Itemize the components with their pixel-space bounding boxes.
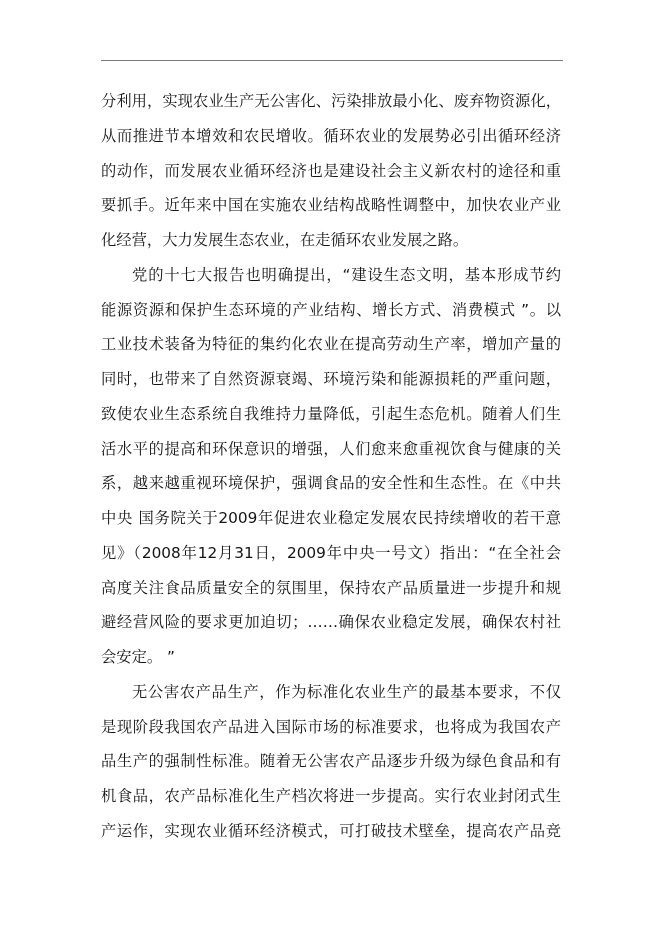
text-line: 从而推进节本增效和农民增收。循环农业的发展势必引出循环经济 [101,126,561,145]
text-line: 工业技术装备为特征的集约化农业在提高劳动生产率，增加产量的 [101,335,561,354]
text-line: 致使农业生态系统自我维持力量降低，引起生态危机。随着人们生 [101,404,561,423]
text-line: 的动作，而发展农业循环经济也是建设社会主义新农村的途径和重 [101,161,561,180]
text-line: 机食品，农产品标准化生产档次将进一步提高。实行农业封闭式生 [101,787,561,805]
text-line: 活水平的提高和环保意识的增强，人们愈来愈重视饮食与健康的关 [101,439,561,458]
text-line: 见》（2008年12月31日，2009年中央一号文）指出：“在全社会 [101,543,561,562]
text-line: 会安定。 ” [101,648,175,666]
text-line: 中央 国务院关于2009年促进农业稳定发展农民持续增收的若干意 [101,509,561,527]
text-line: 避经营风险的要求更加迫切；……确保农业稳定发展，确保农村社 [101,613,561,632]
text-line: 是现阶段我国农产品进入国际市场的标准要求，也将成为我国农产 [101,717,561,736]
text-line: 系，越来越重视环境保护，强调食品的安全性和生态性。在《中共 [101,474,561,493]
text-line: 无公害农产品生产，作为标准化农业生产的最基本要求，不仅 [132,682,561,701]
text-line: 能源资源和保护生态环境的产业结构、增长方式、消费模式 ”。以 [101,300,561,319]
text-line: 分利用，实现农业生产无公害化、污染排放最小化、废弃物资源化， [101,92,561,110]
paragraph-1 [101,84,561,258]
text-line: 要抓手。近年来中国在实施农业结构战略性调整中，加快农业产业 [101,196,561,215]
paragraph-3 [101,675,561,849]
body-text [101,84,561,849]
text-line: 品生产的强制性标准。随着无公害农产品逐步升级为绿色食品和有 [101,752,561,771]
text-line: 化经营，大力发展生态农业，在走循环农业发展之路。 [101,231,469,249]
paragraph-2 [101,258,561,675]
header-rule [101,60,563,61]
text-line: 同时，也带来了自然资源衰竭、环境污染和能源损耗的严重问题， [101,370,561,388]
text-line: 产运作，实现农业循环经济模式，可打破技术壁垒，提高农产品竞 [101,821,561,840]
text-line: 党的十七大报告也明确提出，“建设生态文明，基本形成节约 [132,265,561,284]
text-line: 高度关注食品质量安全的氛围里，保持农产品质量进一步提升和规 [101,578,561,597]
